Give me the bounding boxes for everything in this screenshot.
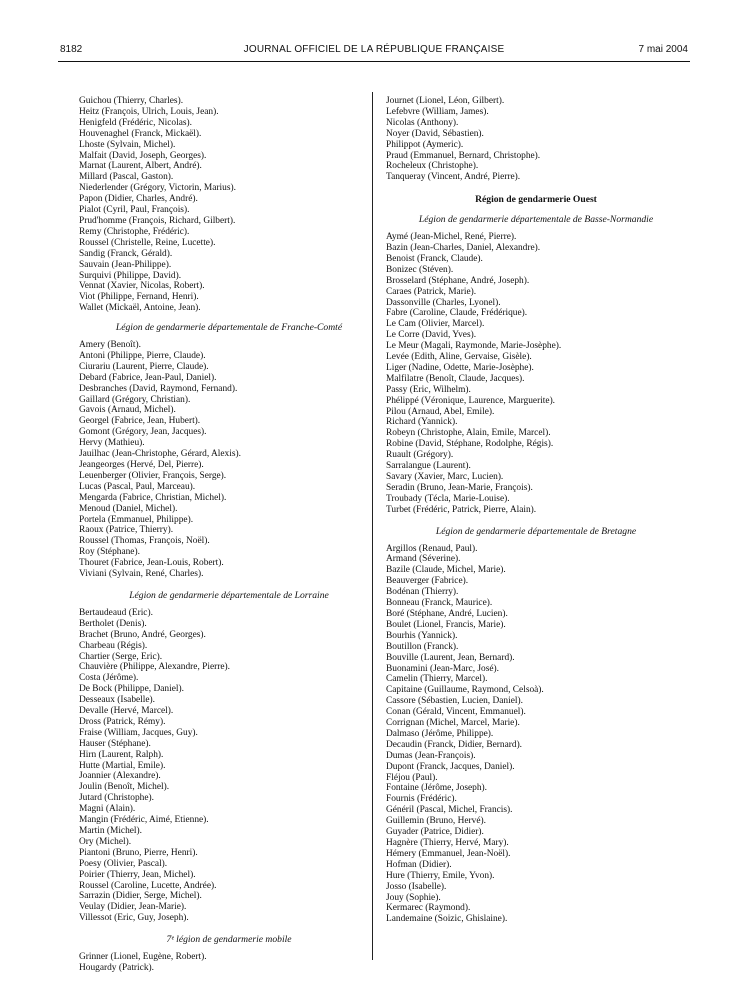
region-title: Région de gendarmerie Ouest xyxy=(475,194,597,206)
basse-normandie-list xyxy=(386,232,686,516)
list-item: Veulay (Didier, Jean-Marie). xyxy=(79,902,187,913)
list-item: Josso (Isabelle). xyxy=(386,881,447,892)
list-item: Roussel (Thomas, François, Noël). xyxy=(79,536,210,547)
list-item: Martin (Michel). xyxy=(79,826,143,836)
list-item: Turbet (Frédéric, Patrick, Pierre, Alain). xyxy=(386,504,537,515)
list-item: Pilou (Arnaud, Abel, Emile). xyxy=(386,406,495,417)
list-item: Le Meur (Magali, Raymonde, Marie-Josèphe). xyxy=(386,341,562,352)
list-item: Liger (Nadine, Odette, Marie-Josèphe). xyxy=(386,362,534,373)
list-item: Jeangeorges (Hervé, Del, Pierre). xyxy=(79,460,204,470)
list-item: Dassonville (Charles, Lyonel). xyxy=(386,297,501,308)
list-item: Grinner (Lionel, Eugène, Robert). xyxy=(79,952,207,963)
list-item: Thouret (Fabrice, Jean-Louis, Robert). xyxy=(79,558,224,569)
list-item: Desseaux (Isabelle). xyxy=(79,695,156,706)
list-item: Bourhis (Yannick). xyxy=(386,630,458,641)
list-item: Bonizec (Stéven). xyxy=(386,264,454,275)
list-item: Généril (Pascal, Michel, Francis). xyxy=(386,805,513,816)
lorraine-list xyxy=(79,608,379,924)
list-item: Lucas (Pascal, Paul, Marceau). xyxy=(79,481,196,492)
list-item: Troubady (Técla, Marie-Louise). xyxy=(386,493,510,504)
list-item: Hofman (Didier). xyxy=(386,859,452,870)
list-item: Chartier (Serge, Eric). xyxy=(79,651,163,662)
list-item: Houvenaghel (Franck, Mickaël). xyxy=(79,128,202,139)
list-item: Poirier (Thierry, Jean, Michel). xyxy=(79,869,196,880)
list-item: Brosselard (Stéphane, André, Joseph). xyxy=(386,275,530,286)
intro-list xyxy=(79,96,379,314)
list-item: Georgel (Fabrice, Jean, Hubert). xyxy=(79,416,201,427)
list-item: Bazile (Claude, Michel, Marie). xyxy=(386,565,506,576)
list-item: Millard (Pascal, Gaston). xyxy=(79,172,174,183)
list-item: Le Cam (Olivier, Marcel). xyxy=(386,319,485,330)
mobile-list xyxy=(79,952,379,974)
list-item: Caraes (Patrick, Marie). xyxy=(386,286,477,297)
list-item: Surquivi (Philippe, David). xyxy=(79,270,182,281)
list-item: Richard (Yannick). xyxy=(386,417,458,428)
list-item: Journet (Lionel, Léon, Gilbert). xyxy=(386,96,505,106)
list-item: Vennat (Xavier, Nicolas, Robert). xyxy=(79,281,205,292)
list-item: Hémery (Emmanuel, Jean-Noël). xyxy=(386,848,511,859)
list-item: Hervy (Mathieu). xyxy=(79,438,145,449)
list-item: Dupont (Franck, Jacques, Daniel). xyxy=(386,761,515,772)
list-item: Fléjou (Paul). xyxy=(386,772,438,783)
list-item: Bonneau (Franck, Maurice). xyxy=(386,598,493,609)
list-item: Jouy (Sophie). xyxy=(386,892,441,903)
list-item: Joulin (Benoît, Michel). xyxy=(79,782,170,793)
page-header xyxy=(60,44,688,58)
franche-comte-list xyxy=(79,340,379,580)
list-item: Cassore (Sébastien, Lucien, Daniel). xyxy=(386,696,523,707)
list-item: Ciurariu (Laurent, Pierre, Claude). xyxy=(79,361,209,372)
list-item: Roussel (Caroline, Lucette, Andrée). xyxy=(79,880,217,891)
list-item: Hure (Thierry, Emile, Yvon). xyxy=(386,870,495,881)
list-item: Roussel (Christelle, Reine, Lucette). xyxy=(79,237,216,248)
list-item: Robine (David, Stéphane, Rodolphe, Régis). xyxy=(386,439,554,450)
list-item: Nicolas (Anthony). xyxy=(386,117,459,128)
list-item: Corrignan (Michel, Marcel, Marie). xyxy=(386,718,520,729)
section-title-bretagne: Légion de gendarmerie départementale de Bretagne xyxy=(435,525,637,537)
list-item: Fraise (William, Jacques, Guy). xyxy=(79,727,198,738)
list-item: Argillos (Renaud, Paul). xyxy=(386,543,478,554)
list-item: Seradin (Bruno, Jean-Marie, François). xyxy=(386,482,533,493)
list-item: Noyer (David, Sébastien). xyxy=(386,128,484,139)
header-rule xyxy=(58,61,690,62)
list-item: Ruault (Grégory). xyxy=(386,450,454,461)
list-item: Lhoste (Sylvain, Michel). xyxy=(79,139,176,150)
list-item: Fournis (Frédéric). xyxy=(386,794,457,805)
list-item: Portela (Emmanuel, Philippe). xyxy=(79,514,194,525)
list-item: Gavois (Arnaud, Michel). xyxy=(79,405,176,416)
list-item: Sarrazin (Didier, Serge, Michel). xyxy=(79,891,202,902)
list-item: Landemaine (Soizic, Ghislaine). xyxy=(386,914,508,925)
list-item: Gomont (Grégory, Jean, Jacques). xyxy=(79,427,207,438)
list-item: Philippot (Aymeric). xyxy=(386,139,464,150)
list-item: Dross (Patrick, Rémy). xyxy=(79,716,166,727)
list-item: Marnat (Laurent, Albert, André). xyxy=(79,161,202,172)
list-item: Villessot (Eric, Guy, Joseph). xyxy=(79,913,189,924)
list-item: Hauser (Stéphane). xyxy=(79,738,151,749)
list-item: Kermarec (Raymond). xyxy=(386,903,471,914)
list-item: Buonamini (Jean-Marc, José). xyxy=(386,663,499,674)
list-item: Brachet (Bruno, André, Georges). xyxy=(79,629,206,640)
list-item: Lefebvre (William, James). xyxy=(386,106,489,117)
list-item: Phélippé (Véronique, Laurence, Marguerite). xyxy=(386,395,556,406)
list-item: Desbranches (David, Raymond, Fernand). xyxy=(79,383,238,394)
list-item: Le Corre (David, Yves). xyxy=(386,330,477,341)
list-item: Hagnère (Thierry, Hervé, Mary). xyxy=(386,838,509,848)
list-item: Debard (Fabrice, Jean-Paul, Daniel). xyxy=(79,372,217,383)
list-item: Charbeau (Régis). xyxy=(79,640,148,651)
list-item: Devalle (Hervé, Marcel). xyxy=(79,706,174,717)
section-title-basse-normandie: Légion de gendarmerie départementale de Basse-Normandie xyxy=(418,214,654,226)
list-item: Viot (Philippe, Fernand, Henri). xyxy=(79,292,199,303)
list-item: Gaillard (Grégory, Christian). xyxy=(79,394,191,405)
list-item: Remy (Christophe, Frédéric). xyxy=(79,226,190,237)
list-item: Piantoni (Bruno, Pierre, Henri). xyxy=(79,847,198,858)
list-item: Guichou (Thierry, Charles). xyxy=(79,96,184,106)
list-item: Antoni (Philippe, Pierre, Claude). xyxy=(79,350,206,361)
section-title-franche-comte: Légion de gendarmerie départementale de Franche-Comté xyxy=(115,322,343,334)
list-item: Hougardy (Patrick). xyxy=(79,962,154,973)
list-item: Bertholet (Denis). xyxy=(79,618,147,629)
list-item: Malfait (David, Joseph, Georges). xyxy=(79,150,207,161)
list-item: Fabre (Caroline, Claude, Frédérique). xyxy=(386,308,528,319)
list-item: Prud'homme (François, Richard, Gilbert). xyxy=(79,215,236,226)
list-item: Decaudin (Franck, Didier, Bernard). xyxy=(386,739,523,750)
list-item: Sarralangue (Laurent). xyxy=(386,461,471,472)
list-item: Boutillon (Franck). xyxy=(386,641,459,652)
list-item: Wallet (Mickaël, Antoine, Jean). xyxy=(79,303,201,314)
list-item: Ory (Michel). xyxy=(79,836,132,847)
list-item: Mangin (Frédéric, Aimé, Etienne). xyxy=(79,815,209,826)
list-item: Magni (Alain). xyxy=(79,804,136,815)
list-item: Benoist (Franck, Claude). xyxy=(386,253,483,264)
list-item: Chauvière (Philippe, Alexandre, Pierre). xyxy=(79,662,230,673)
left-column xyxy=(79,96,379,974)
list-item: De Bock (Philippe, Daniel). xyxy=(79,684,184,695)
list-item: Sandig (Franck, Gérald). xyxy=(79,248,173,259)
list-item: Amery (Benoît). xyxy=(79,340,141,351)
list-item: Bouville (Laurent, Jean, Bernard). xyxy=(386,652,515,663)
page-number: 8182 xyxy=(60,44,83,55)
list-item: Henigfeld (Frédéric, Nicolas). xyxy=(79,117,192,128)
list-item: Niederlender (Grégory, Victorin, Marius). xyxy=(79,183,236,194)
list-item: Viviani (Sylvain, René, Charles). xyxy=(79,569,204,580)
list-item: Tanqueray (Vincent, André, Pierre). xyxy=(386,172,521,183)
list-item: Fontaine (Jérôme, Joseph). xyxy=(386,783,488,794)
list-item: Papon (Didier, Charles, André). xyxy=(79,194,198,205)
list-item: Mengarda (Fabrice, Christian, Michel). xyxy=(79,492,227,503)
list-item: Beauverger (Fabrice). xyxy=(386,576,469,587)
list-item: Jutard (Christophe). xyxy=(79,793,154,804)
list-item: Hirn (Laurent, Ralph). xyxy=(79,749,164,760)
list-item: Heitz (François, Ulrich, Louis, Jean). xyxy=(79,106,219,117)
list-item: Malfilatre (Benoît, Claude, Jacques). xyxy=(386,373,525,384)
list-item: Bazin (Jean-Charles, Daniel, Alexandre). xyxy=(386,242,541,253)
section-title-mobile: 7ᵉ légion de gendarmerie mobile xyxy=(166,934,292,946)
list-item: Bodénan (Thierry). xyxy=(386,587,459,598)
list-item: Roy (Stéphane). xyxy=(79,547,140,558)
list-item: Conan (Gérald, Vincent, Emmanuel). xyxy=(386,707,526,718)
intro-list xyxy=(386,96,686,183)
list-item: Leuenberger (Olivier, François, Serge). xyxy=(79,470,227,481)
list-item: Praud (Emmanuel, Bernard, Christophe). xyxy=(386,150,541,161)
right-column xyxy=(386,96,686,925)
list-item: Jauilhac (Jean-Christophe, Gérard, Alexis). xyxy=(79,449,241,460)
list-item: Camelin (Thierry, Marcel). xyxy=(386,674,488,685)
list-item: Savary (Xavier, Marc, Lucien). xyxy=(386,472,504,482)
list-item: Costa (Jérôme). xyxy=(79,673,139,684)
list-item: Boré (Stéphane, André, Lucien). xyxy=(386,608,508,619)
list-item: Poesy (Olivier, Pascal). xyxy=(79,858,168,869)
list-item: Levée (Edith, Aline, Gervaise, Gisèle). xyxy=(386,352,532,363)
list-item: Boulet (Lionel, Francis, Marie). xyxy=(386,619,506,630)
bretagne-list xyxy=(386,544,686,926)
list-item: Hutte (Martial, Emile). xyxy=(79,760,166,771)
list-item: Guyader (Patrice, Didier). xyxy=(386,827,484,838)
publication-date: 7 mai 2004 xyxy=(638,44,688,55)
list-item: Robeyn (Christophe, Alain, Emile, Marcel). xyxy=(386,428,551,439)
list-item: Aymé (Jean-Michel, René, Pierre). xyxy=(386,232,517,243)
list-item: Passy (Eric, Wilhelm). xyxy=(386,384,471,395)
list-item: Guillemin (Bruno, Hervé). xyxy=(386,816,486,827)
list-item: Dalmaso (Jérôme, Philippe). xyxy=(386,728,494,739)
list-item: Dumas (Jean-François). xyxy=(386,750,476,761)
list-item: Sauvain (Jean-Philippe). xyxy=(79,259,172,270)
list-item: Rocheleux (Christophe). xyxy=(386,161,479,172)
list-item: Joannier (Alexandre). xyxy=(79,771,161,782)
section-title-lorraine: Légion de gendarmerie départementale de Lorraine xyxy=(129,589,329,601)
journal-title: JOURNAL OFFICIEL DE LA RÉPUBLIQUE FRANÇAISE xyxy=(243,44,505,55)
list-item: Pialot (Cyril, Paul, François). xyxy=(79,205,190,216)
list-item: Armand (Séverine). xyxy=(386,554,461,565)
list-item: Capitaine (Guillaume, Raymond, Celsoà). xyxy=(386,685,544,696)
list-item: Menoud (Daniel, Michel). xyxy=(79,503,178,514)
list-item: Bertaudeaud (Eric). xyxy=(79,607,153,618)
list-item: Raoux (Patrice, Thierry). xyxy=(79,525,174,536)
